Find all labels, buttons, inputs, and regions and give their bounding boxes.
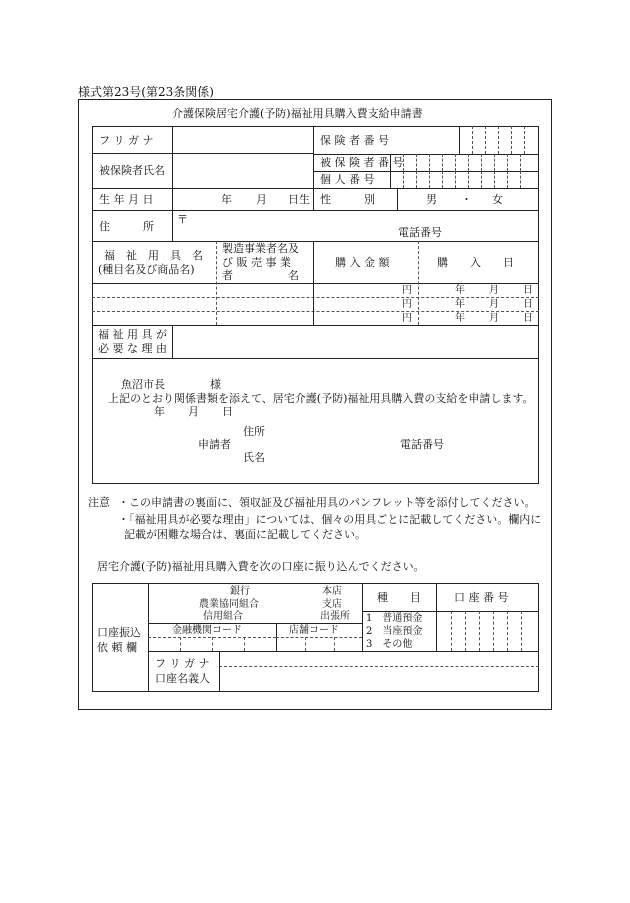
- account-type-3[interactable]: 3 その他: [366, 639, 413, 650]
- main-table: [92, 126, 539, 484]
- row2-day: 日: [523, 299, 533, 310]
- note-2b: 記載が困難な場合は、裏面に記載してください。: [124, 528, 366, 541]
- label-insurer-number: 保 険 者 番 号: [320, 134, 389, 147]
- label-date-of-birth: 生 年 月 日: [99, 193, 154, 206]
- bank-label-2: 依 頼 欄: [97, 641, 137, 654]
- postal-mark: 〒: [177, 213, 188, 226]
- label-holder-name: 口座名義人: [155, 672, 210, 685]
- label-reason-1: 福 祉 用 具 が: [98, 328, 167, 341]
- notes-label: 注意: [88, 496, 110, 509]
- note-2a: ・「福祉用具が必要な理由」については、個々の用具ごとに記載してください。欄内に: [118, 513, 542, 526]
- declaration-month: 月: [188, 405, 199, 418]
- applicant-label: 申請者: [198, 438, 231, 451]
- declaration-text: 上記のとおり関係書類を添えて、居宅介護(予防)福祉用具購入費の支給を申請します。: [108, 392, 534, 405]
- row1-month: 月: [489, 285, 499, 296]
- mayor-sama: 様: [210, 378, 221, 391]
- label-insured-name: 被保険者氏名: [99, 164, 165, 177]
- label-gender: 性 別: [320, 193, 375, 206]
- note-1: ・この申請書の裏面に、領収証及び福祉用具のパンフレット等を添付してください。: [118, 496, 536, 509]
- gender-separator: ・: [461, 193, 472, 206]
- col-purchase-date: 購 入 日: [437, 256, 514, 269]
- col-maker-2: び 販 売 事 業: [222, 256, 291, 269]
- account-type-1[interactable]: 1 普通預金: [366, 613, 423, 624]
- row1-day: 日: [523, 285, 533, 296]
- dob-month: 月: [256, 193, 267, 206]
- declaration-day: 日: [222, 405, 233, 418]
- col-equipment-name-2: (種目名及び商品名): [98, 263, 195, 276]
- gender-female[interactable]: 女: [492, 193, 503, 206]
- branch-type-branch: 支店: [322, 599, 342, 610]
- label-holder-kana: フ リ ガ ナ: [155, 657, 210, 670]
- col-maker-1: 製造事業者名及: [222, 242, 299, 255]
- branch-type-sub: 出張所: [320, 611, 350, 622]
- label-institution-code: 金融機関コード: [172, 625, 242, 636]
- row1-yen: 円: [402, 285, 412, 296]
- bank-label-1: 口座振込: [97, 626, 141, 639]
- bank-type-bank: 銀行: [230, 586, 250, 597]
- row3-day: 日: [523, 313, 533, 324]
- row3-year: 年: [455, 313, 465, 324]
- label-phone: 電話番号: [398, 226, 442, 239]
- label-branch-code: 店舗コード: [289, 625, 339, 636]
- row3-month: 月: [489, 313, 499, 324]
- applicant-phone-label: 電話番号: [400, 438, 444, 451]
- label-insured-number: 被 保 険 者 番 号: [320, 156, 404, 169]
- bank-intro: 居宅介護(予防)福祉用具購入費を次の口座に振り込んでください。: [97, 560, 425, 573]
- label-account-number: 口 座 番 号: [454, 591, 509, 604]
- declaration-year: 年: [154, 405, 165, 418]
- row3-yen: 円: [402, 313, 412, 324]
- row2-yen: 円: [402, 299, 412, 310]
- dob-day: 日生: [288, 193, 310, 206]
- form-title: 介護保険居宅介護(予防)福祉用具購入費支給申請書: [172, 107, 423, 120]
- account-type-2[interactable]: 2 当座預金: [366, 626, 423, 637]
- row2-month: 月: [489, 299, 499, 310]
- label-address: 住 所: [99, 220, 154, 233]
- col-equipment-name-1: 福 祉 用 具 名: [104, 249, 203, 262]
- mayor-name: 魚沼市長: [121, 378, 165, 391]
- col-maker-3: 者 名: [222, 269, 299, 282]
- row2-year: 年: [455, 299, 465, 310]
- label-furigana: フ リ ガ ナ: [99, 134, 154, 147]
- applicant-name-label: 氏名: [243, 451, 265, 464]
- label-account-type: 種 目: [377, 591, 421, 604]
- label-reason-2: 必 要 な 理 由: [98, 342, 167, 355]
- applicant-address-label: 住所: [243, 425, 265, 438]
- branch-type-head: 本店: [322, 586, 342, 597]
- bank-type-credit: 信用組合: [203, 611, 243, 622]
- gender-male[interactable]: 男: [426, 193, 437, 206]
- row1-year: 年: [455, 285, 465, 296]
- form-number: 様式第23号(第23条関係): [78, 85, 214, 99]
- label-personal-number: 個 人 番 号: [320, 173, 375, 186]
- dob-year: 年: [221, 193, 232, 206]
- col-amount: 購 入 金 額: [335, 256, 390, 269]
- bank-type-coop: 農業協同組合: [199, 599, 259, 610]
